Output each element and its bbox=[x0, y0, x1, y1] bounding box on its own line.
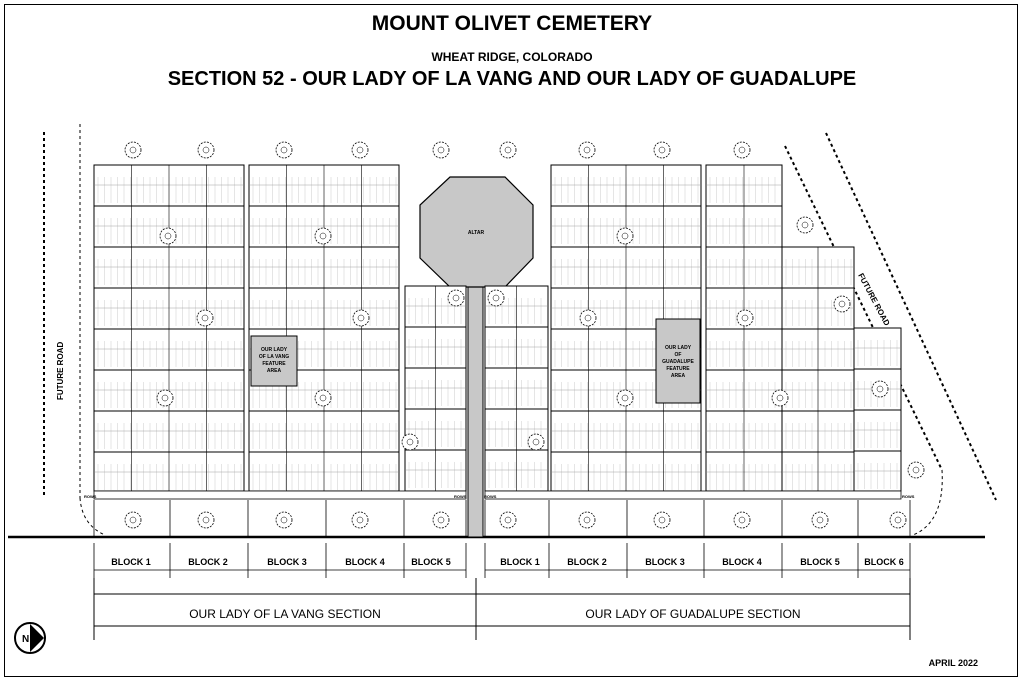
tree-icon bbox=[433, 512, 449, 528]
la-vang-feature-line-2: OF LA VANG bbox=[258, 354, 290, 360]
tree-icon bbox=[315, 390, 331, 406]
tree-icon bbox=[315, 228, 331, 244]
tree-icon bbox=[617, 228, 633, 244]
altar-label: ALTAR bbox=[467, 230, 485, 236]
rows-label-left-1: ROWS bbox=[84, 494, 97, 499]
guadalupe-feature-line-4: FEATURE bbox=[666, 366, 690, 372]
tree-icon bbox=[500, 512, 516, 528]
tree-icon bbox=[125, 142, 141, 158]
guadalupe-section-label: OUR LADY OF GUADALUPE SECTION bbox=[585, 607, 801, 621]
tree-icon bbox=[737, 310, 753, 326]
tree-icon bbox=[198, 512, 214, 528]
block-label: BLOCK 3 bbox=[267, 557, 307, 567]
tree-icon bbox=[734, 142, 750, 158]
tree-icon bbox=[402, 434, 418, 450]
tree-icon bbox=[197, 310, 213, 326]
north-arrow-icon bbox=[15, 623, 45, 653]
right-road-curve bbox=[913, 470, 942, 535]
tree-icon bbox=[654, 142, 670, 158]
block-label: BLOCK 4 bbox=[345, 557, 385, 567]
center-aisle bbox=[468, 284, 483, 537]
tree-icon bbox=[872, 381, 888, 397]
tree-icon bbox=[528, 434, 544, 450]
la-vang-feature-line-1: OUR LADY bbox=[260, 347, 288, 353]
tree-icon bbox=[797, 217, 813, 233]
cemetery-title: MOUNT OLIVET CEMETERY bbox=[371, 12, 653, 35]
tree-icon bbox=[353, 310, 369, 326]
tree-icon bbox=[125, 512, 141, 528]
left-road-label: FUTURE ROAD bbox=[56, 341, 65, 400]
tree-icon bbox=[617, 390, 633, 406]
tree-icon bbox=[834, 296, 850, 312]
guadalupe-feature-line-5: AREA bbox=[670, 373, 686, 379]
tree-icon bbox=[579, 142, 595, 158]
revision-date: APRIL 2022 bbox=[928, 658, 978, 668]
section-title: SECTION 52 - OUR LADY OF LA VANG AND OUR LADY OF GUADALUPE bbox=[167, 68, 857, 90]
tree-icon bbox=[890, 512, 906, 528]
la-vang-feature-line-3: FEATURE bbox=[262, 361, 286, 367]
tree-icon bbox=[488, 290, 504, 306]
tree-icon bbox=[433, 142, 449, 158]
la-vang-feature-line-4: AREA bbox=[266, 368, 282, 374]
block-label: BLOCK 5 bbox=[411, 557, 451, 567]
block-labels-right bbox=[500, 557, 904, 567]
block-label: BLOCK 1 bbox=[111, 557, 151, 567]
block-label: BLOCK 1 bbox=[500, 557, 540, 567]
tree-icon bbox=[352, 142, 368, 158]
right-road-label: FUTURE ROAD bbox=[856, 271, 892, 328]
row-strip-left bbox=[94, 491, 466, 499]
guadalupe-feature-line-2: OF bbox=[674, 352, 682, 358]
block-labels-left bbox=[111, 557, 451, 567]
tree-icon bbox=[448, 290, 464, 306]
north-label: N bbox=[22, 634, 30, 645]
tree-icon bbox=[352, 512, 368, 528]
tree-icon bbox=[500, 142, 516, 158]
rows-label-left-2: ROWS bbox=[454, 494, 467, 499]
tree-icon bbox=[812, 512, 828, 528]
tree-icon bbox=[579, 512, 595, 528]
guadalupe-feature-line-3: GUADALUPE bbox=[662, 359, 694, 365]
tree-icon bbox=[908, 462, 924, 478]
block-label: BLOCK 5 bbox=[800, 557, 840, 567]
guadalupe-feature-line-1: OUR LADY bbox=[664, 345, 692, 351]
left-road-curve bbox=[80, 498, 105, 535]
tree-icon bbox=[734, 512, 750, 528]
rows-label-right-2: ROWS bbox=[902, 494, 915, 499]
block-label: BLOCK 3 bbox=[645, 557, 685, 567]
block-label: BLOCK 6 bbox=[864, 557, 904, 567]
block-label: BLOCK 2 bbox=[188, 557, 228, 567]
tree-icon bbox=[276, 142, 292, 158]
tree-icon bbox=[160, 228, 176, 244]
tree-icon bbox=[580, 310, 596, 326]
la-vang-section-label: OUR LADY OF LA VANG SECTION bbox=[189, 607, 381, 621]
tree-icon bbox=[198, 142, 214, 158]
tree-icon bbox=[654, 512, 670, 528]
block-label: BLOCK 2 bbox=[567, 557, 607, 567]
tree-icon bbox=[276, 512, 292, 528]
tree-icon bbox=[772, 390, 788, 406]
rows-label-right-1: ROWS bbox=[484, 494, 497, 499]
tree-icon bbox=[157, 390, 173, 406]
location-subtitle: WHEAT RIDGE, COLORADO bbox=[431, 50, 593, 64]
row-strip-right bbox=[485, 491, 901, 499]
block-label: BLOCK 4 bbox=[722, 557, 762, 567]
